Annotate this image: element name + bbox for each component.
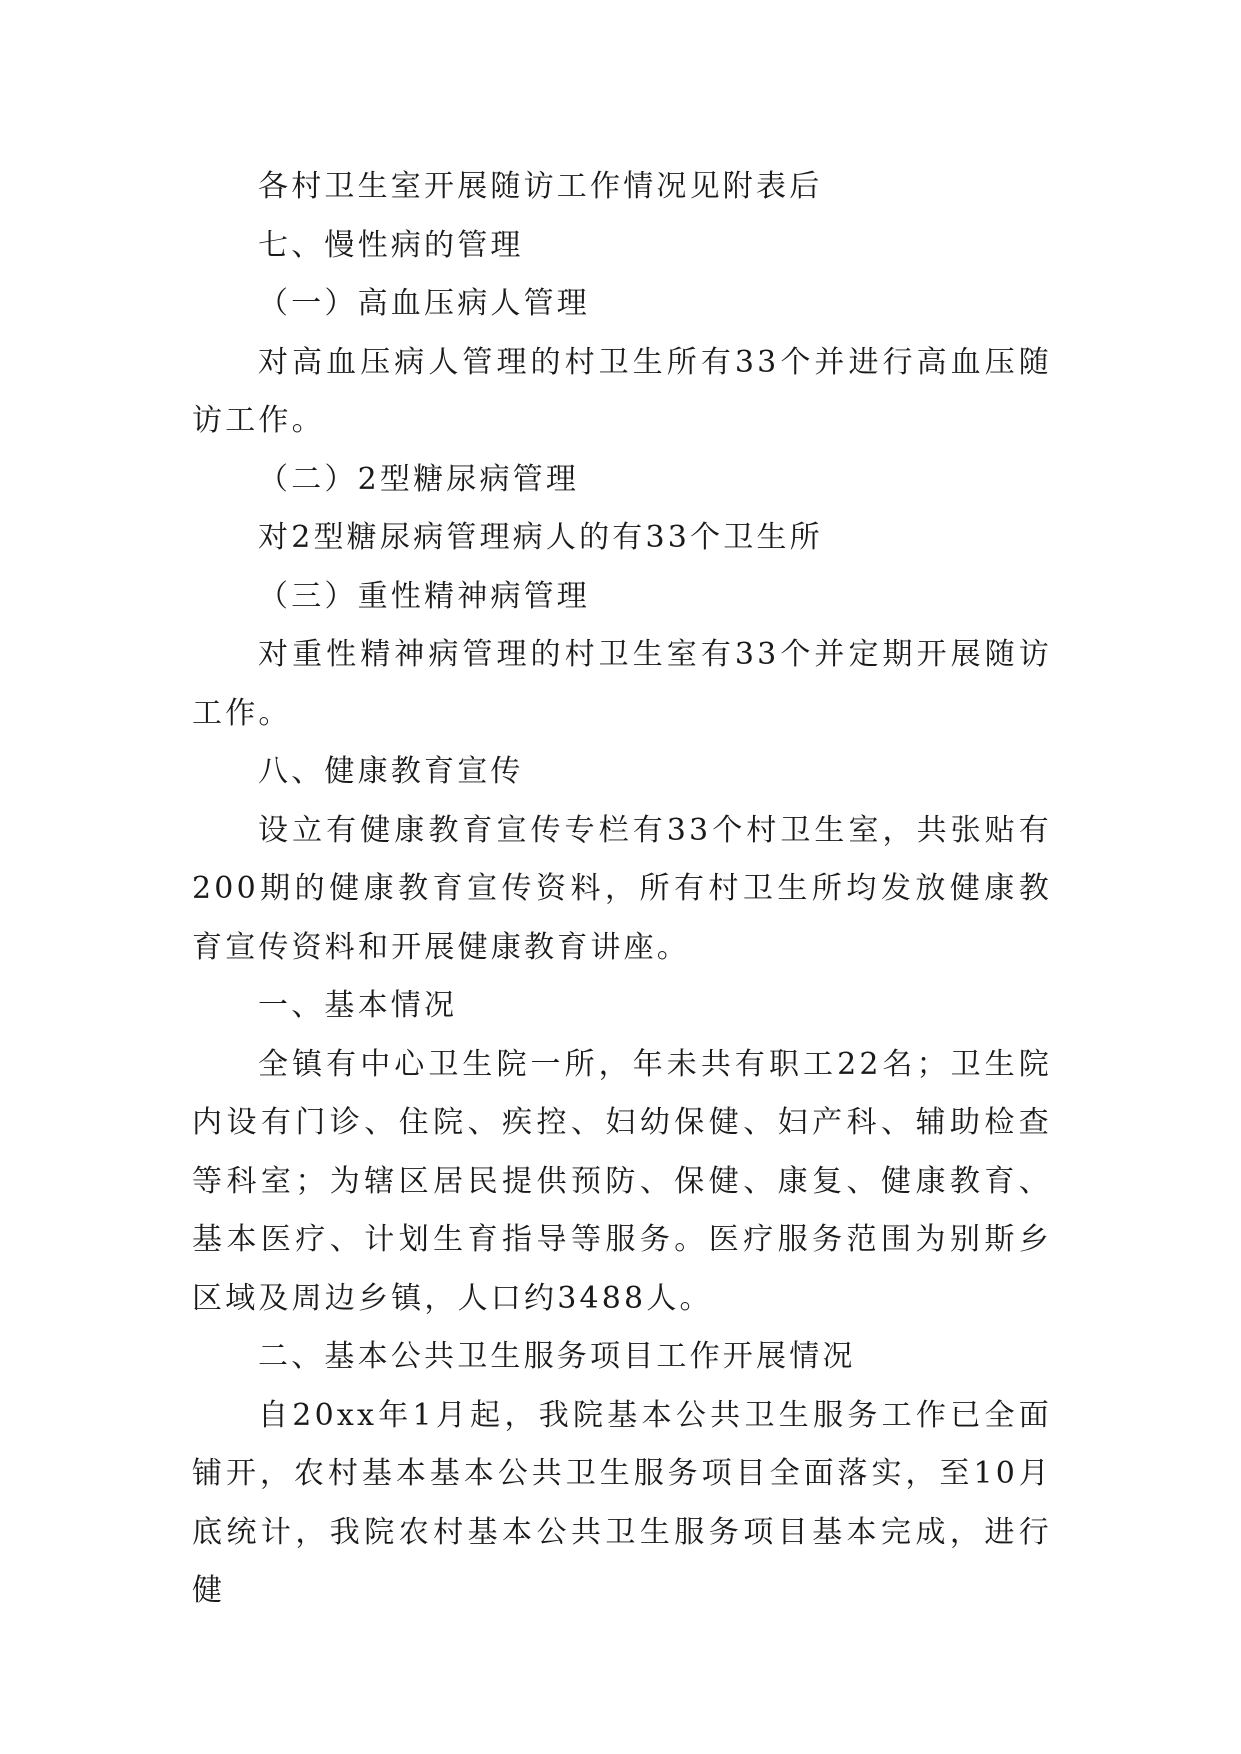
paragraph-followup-table-note: 各村卫生室开展随访工作情况见附表后: [258, 169, 823, 204]
heading-public-health-services: 二、基本公共卫生服务项目工作开展情况: [258, 1339, 856, 1374]
paragraph-basic-situation: 全镇有中心卫生院一所，年未共有职工22名；卫生院内设有门诊、住院、疾控、妇幼保健、妇产科、辅助检查等科室；为辖区居民提供预防、保健、康复、健康教育、基本医疗、计划生育指导等服务。医疗服务范围为别斯乡区域及周边乡镇，人口约3488人。: [192, 1046, 1052, 1316]
paragraph-health-education: 设立有健康教育宣传专栏有33个村卫生室，共张贴有200期的健康教育宣传资料，所有村卫生所均发放健康教育宣传资料和开展健康教育讲座。: [192, 812, 1052, 965]
paragraph-public-health-services: 自20xx年1月起，我院基本公共卫生服务工作已全面铺开，农村基本基本公共卫生服务项目全面落实，至10月底统计，我院农村基本公共卫生服务项目基本完成，进行健: [192, 1397, 1052, 1608]
document-body: [192, 158, 1052, 1621]
heading-chronic-disease-management: 七、慢性病的管理: [258, 227, 524, 263]
paragraph-mental-illness: 对重性精神病管理的村卫生室有33个并定期开展随访工作。: [192, 637, 1052, 731]
subheading-diabetes: （二）2型糖尿病管理: [258, 461, 580, 497]
heading-basic-situation: 一、基本情况: [258, 988, 458, 1023]
heading-health-education: 八、健康教育宣传: [258, 754, 524, 789]
subheading-hypertension: （一）高血压病人管理: [258, 286, 590, 321]
subheading-mental-illness: （三）重性精神病管理: [258, 578, 590, 614]
paragraph-hypertension: 对高血压病人管理的村卫生所有33个并进行高血压随访工作。: [192, 344, 1052, 438]
paragraph-diabetes: 对2型糖尿病管理病人的有33个卫生所: [258, 520, 823, 555]
